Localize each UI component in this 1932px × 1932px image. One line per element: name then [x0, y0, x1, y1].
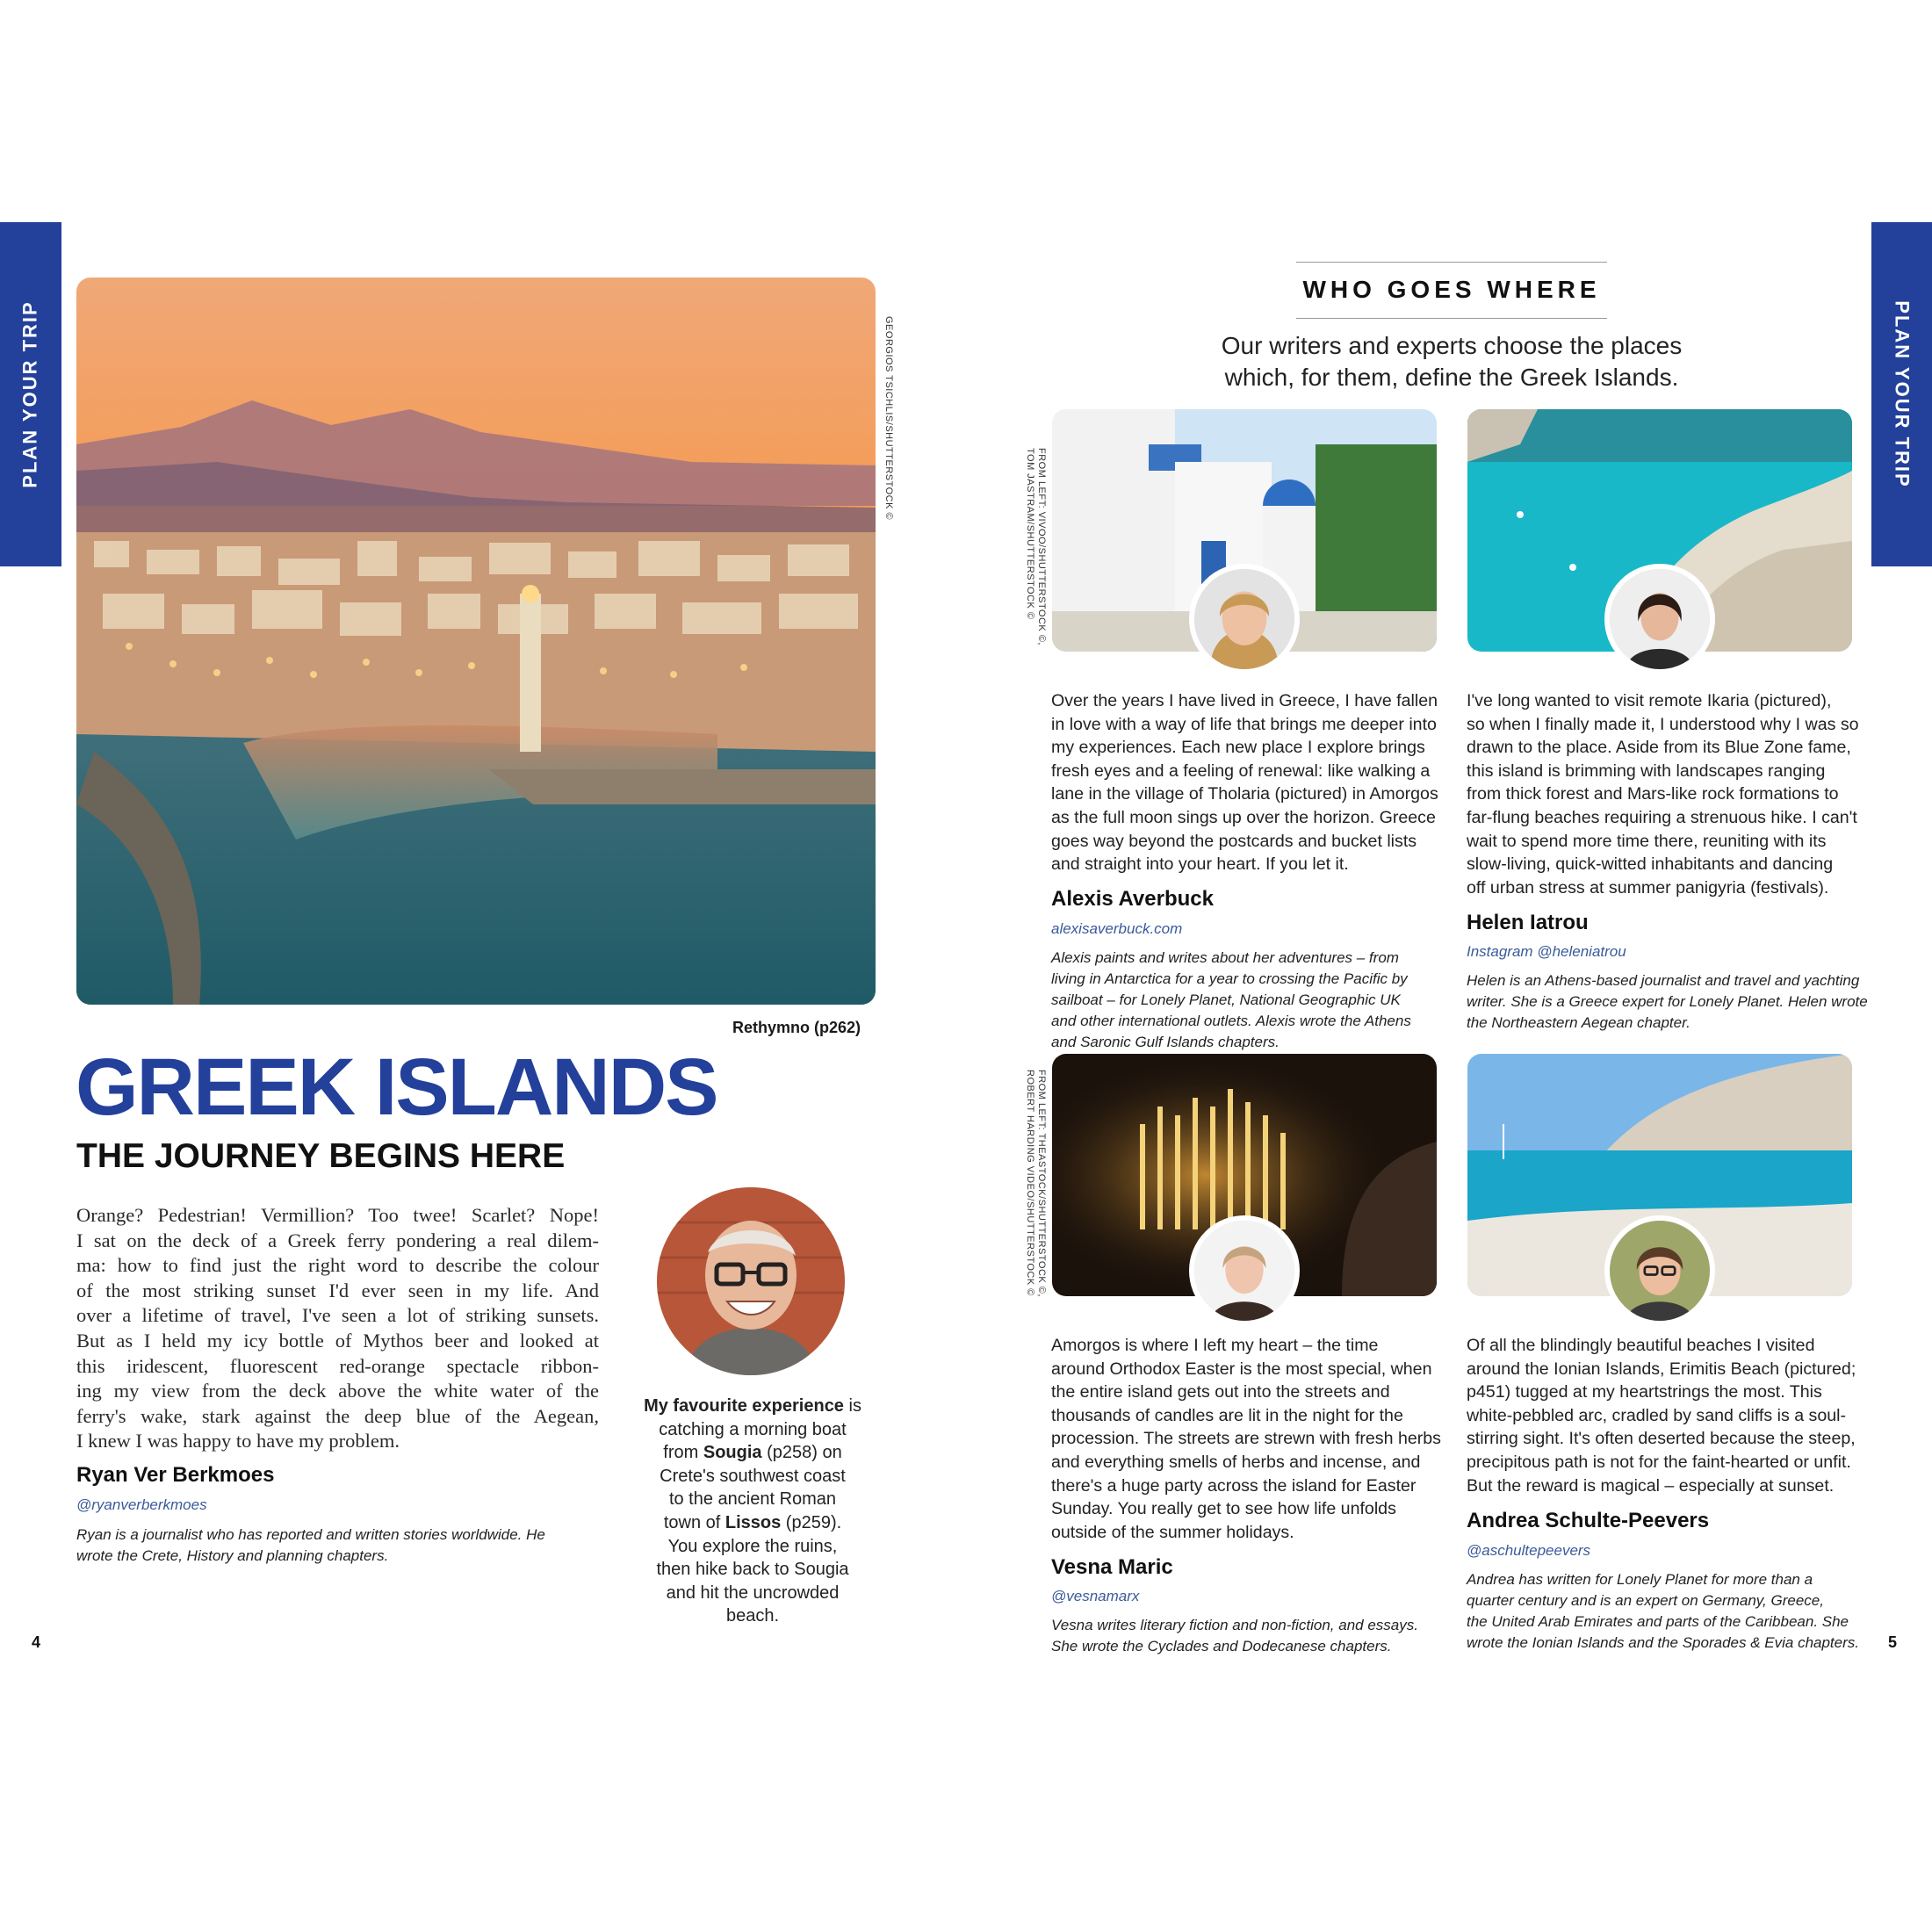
intro-line: Our writers and experts choose the places — [1221, 332, 1683, 359]
card-vesna-body: Amorgos is where I left my heart – the time around Orthodox Easter is the most special, when the entire island gets out into the streets and thousands of candles are lit in the night for the procession. The streets are strewn with fresh herbs and everything smells of herbs and incense, and there's a huge party across the island for Easter Sunday. You really get to see how life unfolds outside of the summer holidays. — [1051, 1336, 1441, 1542]
avatar-vesna — [1189, 1215, 1300, 1326]
essay-line: ing my view from the deck above the white water of the — [76, 1380, 599, 1402]
card-vesna-name: Vesna Maric — [1051, 1555, 1173, 1579]
fav-line: and hit the uncrowded — [666, 1582, 840, 1603]
essay-line: ma: how to find just the right word to describe the colour — [76, 1254, 599, 1277]
photo-caption: Rethymno (p262) — [732, 1019, 861, 1036]
card-andrea-handle[interactable]: @aschultepeevers — [1467, 1542, 1591, 1559]
essay-line: But as I held my icy bottle of Mythos beer and looked at — [76, 1329, 599, 1352]
avatar-andrea — [1604, 1215, 1715, 1326]
photo-credit: GEORGIOS TSICHLIS/SHUTTERSTOCK © — [883, 316, 894, 521]
side-tab-right — [1871, 222, 1932, 566]
avatar-ryan — [657, 1187, 845, 1375]
side-tab-label: PLAN YOUR TRIP — [19, 300, 42, 488]
intro-line: which, for them, define the Greek Islands. — [1224, 364, 1679, 391]
fav-heading: My favourite experience — [644, 1396, 844, 1416]
essay-line: ferry's wake, stark against the deep blue of the Aegean, — [76, 1404, 599, 1427]
fav-line: from — [663, 1443, 703, 1463]
essay-line: over a lifetime of travel, I've seen a lot of striking sunsets. — [76, 1304, 599, 1327]
intro-essay — [76, 1203, 599, 1454]
rethymno-photo — [76, 278, 876, 1005]
fav-line: catching a morning boat — [659, 1419, 847, 1439]
card-alexis-bio: Alexis paints and writes about her adventures – from living in Antarctica for a year to crossing the Pacific by sailboat – for Lonely Planet, National Geographic UK and other international outlets. Alexis wrote the Athens and Saronic Gulf Islands chapters. — [1051, 949, 1411, 1050]
page-number-right: 5 — [1888, 1633, 1898, 1651]
card-alexis-handle[interactable]: alexisaverbuck.com — [1051, 920, 1183, 937]
card-helen-body: I've long wanted to visit remote Ikaria (pictured), so when I finally made it, I understood why I was so drawn to the place. Aside from its Blue Zone fame, this island is brimming with landscapes ranging from thick forest and Mars-like rock formations to far-flung beaches requiring a strenuous hike. I can't wait to spend more time there, reuniting with its slow-living, quick-witted inhabitants and dancing off urban stress at summer panigyria (festivals). — [1467, 691, 1859, 898]
essay-line: of the most striking sunset I'd ever seen in my life. And — [76, 1279, 599, 1301]
fav-line: Crete's southwest coast — [660, 1466, 846, 1486]
card-andrea-bio: Andrea has written for Lonely Planet for more than a quarter century and is an expert on Germany, Greece, the United Arab Emirates and parts of the Caribbean. She wrote the Ionian Islands and the Sporades & Evia chapters. — [1467, 1571, 1859, 1651]
fav-line: beach. — [725, 1606, 780, 1626]
fav-line: You explore the ruins, — [667, 1536, 838, 1556]
fav-suffix: is — [843, 1396, 861, 1416]
card-helen-handle[interactable]: Instagram @heleniatrou — [1467, 943, 1626, 960]
fav-line: then hike back to Sougia — [656, 1560, 849, 1580]
card-helen-name: Helen Iatrou — [1467, 911, 1589, 934]
author-bio — [76, 1525, 621, 1567]
avatar-helen — [1604, 564, 1715, 674]
card-vesna-handle[interactable]: @vesnamarx — [1051, 1588, 1140, 1604]
essay-line: this iridescent, fluorescent red-orange spectacle ribbon- — [76, 1354, 599, 1377]
fav-line: (p258) on — [761, 1443, 842, 1463]
fav-place: Lissos — [724, 1512, 782, 1532]
photo-credit-bottom: FROM LEFT: THEASTOCK/SHUTTERSTOCK ©, ROBERT HARDING VIDEO/SHUTTERSTOCK © — [1025, 1070, 1047, 1297]
essay-line: Orange? Pedestrian! Vermillion? Too twee! Scarlet? Nope! — [76, 1204, 599, 1226]
card-helen-bio: Helen is an Athens-based journalist and travel and yachting writer. She is a Greece expert for Lonely Planet. Helen wrote the Northeastern Aegean chapter. — [1467, 972, 1868, 1031]
page-number-left: 4 — [32, 1633, 41, 1651]
fav-line: town of — [663, 1512, 725, 1532]
author-name: Ryan Ver Berkmoes — [76, 1463, 275, 1487]
card-alexis-body: Over the years I have lived in Greece, I have fallen in love with a way of life that brings me deeper into my experiences. Each new place I explore brings fresh eyes and a feeling of renewal: like walking a lane in the village of Tholaria (pictured) in Amorgos as the full moon sings up over the horizon. Greece goes way beyond the postcards and bucket lists and straight into your heart. If you let it. — [1051, 691, 1438, 875]
card-vesna-bio: Vesna writes literary fiction and non-fiction, and essays. She wrote the Cyclades and Dodecanese chapters. — [1051, 1617, 1418, 1654]
heading-rule-top — [1296, 262, 1607, 263]
bio-line: wrote the Crete, History and planning chapters. — [76, 1547, 389, 1564]
essay-line: I sat on the deck of a Greek ferry pondering a real dilem- — [76, 1229, 599, 1251]
page-subtitle: THE JOURNEY BEGINS HERE — [76, 1137, 566, 1175]
author-handle[interactable]: @ryanverberkmoes — [76, 1496, 207, 1513]
essay-line: I knew I was happy to have my problem. — [76, 1430, 400, 1453]
page-title: GREEK ISLANDS — [76, 1042, 717, 1132]
heading-rule-bottom — [1296, 318, 1607, 319]
bio-line: Ryan is a journalist who has reported and written stories worldwide. He — [76, 1526, 545, 1543]
favourite-experience — [634, 1395, 871, 1628]
section-intro — [1142, 330, 1762, 393]
photo-credit-top: FROM LEFT: VIVOO/SHUTTERSTOCK ©, TOM JASTRAM/SHUTTERSTOCK © — [1025, 448, 1047, 645]
card-alexis-name: Alexis Averbuck — [1051, 887, 1214, 911]
fav-place: Sougia — [703, 1443, 762, 1463]
side-tab-left — [0, 222, 61, 566]
section-heading: WHO GOES WHERE — [1302, 276, 1601, 303]
fav-line: (p259). — [781, 1512, 842, 1532]
card-andrea-name: Andrea Schulte-Peevers — [1467, 1509, 1710, 1532]
avatar-alexis — [1189, 564, 1300, 674]
fav-line: to the ancient Roman — [668, 1489, 837, 1510]
card-andrea-body: Of all the blindingly beautiful beaches I visited around the Ionian Islands, Erimitis Beach (pictured; p451) tugged at my heartstrings the most. This white-pebbled arc, cradled by sand cliffs is a soul- stirring sight. It's often deserted because the steep, precipitous path is not for the faint-hearted or unfit. But the reward is magical – especially at sunset. — [1467, 1336, 1856, 1496]
side-tab-label: PLAN YOUR TRIP — [1892, 300, 1914, 488]
